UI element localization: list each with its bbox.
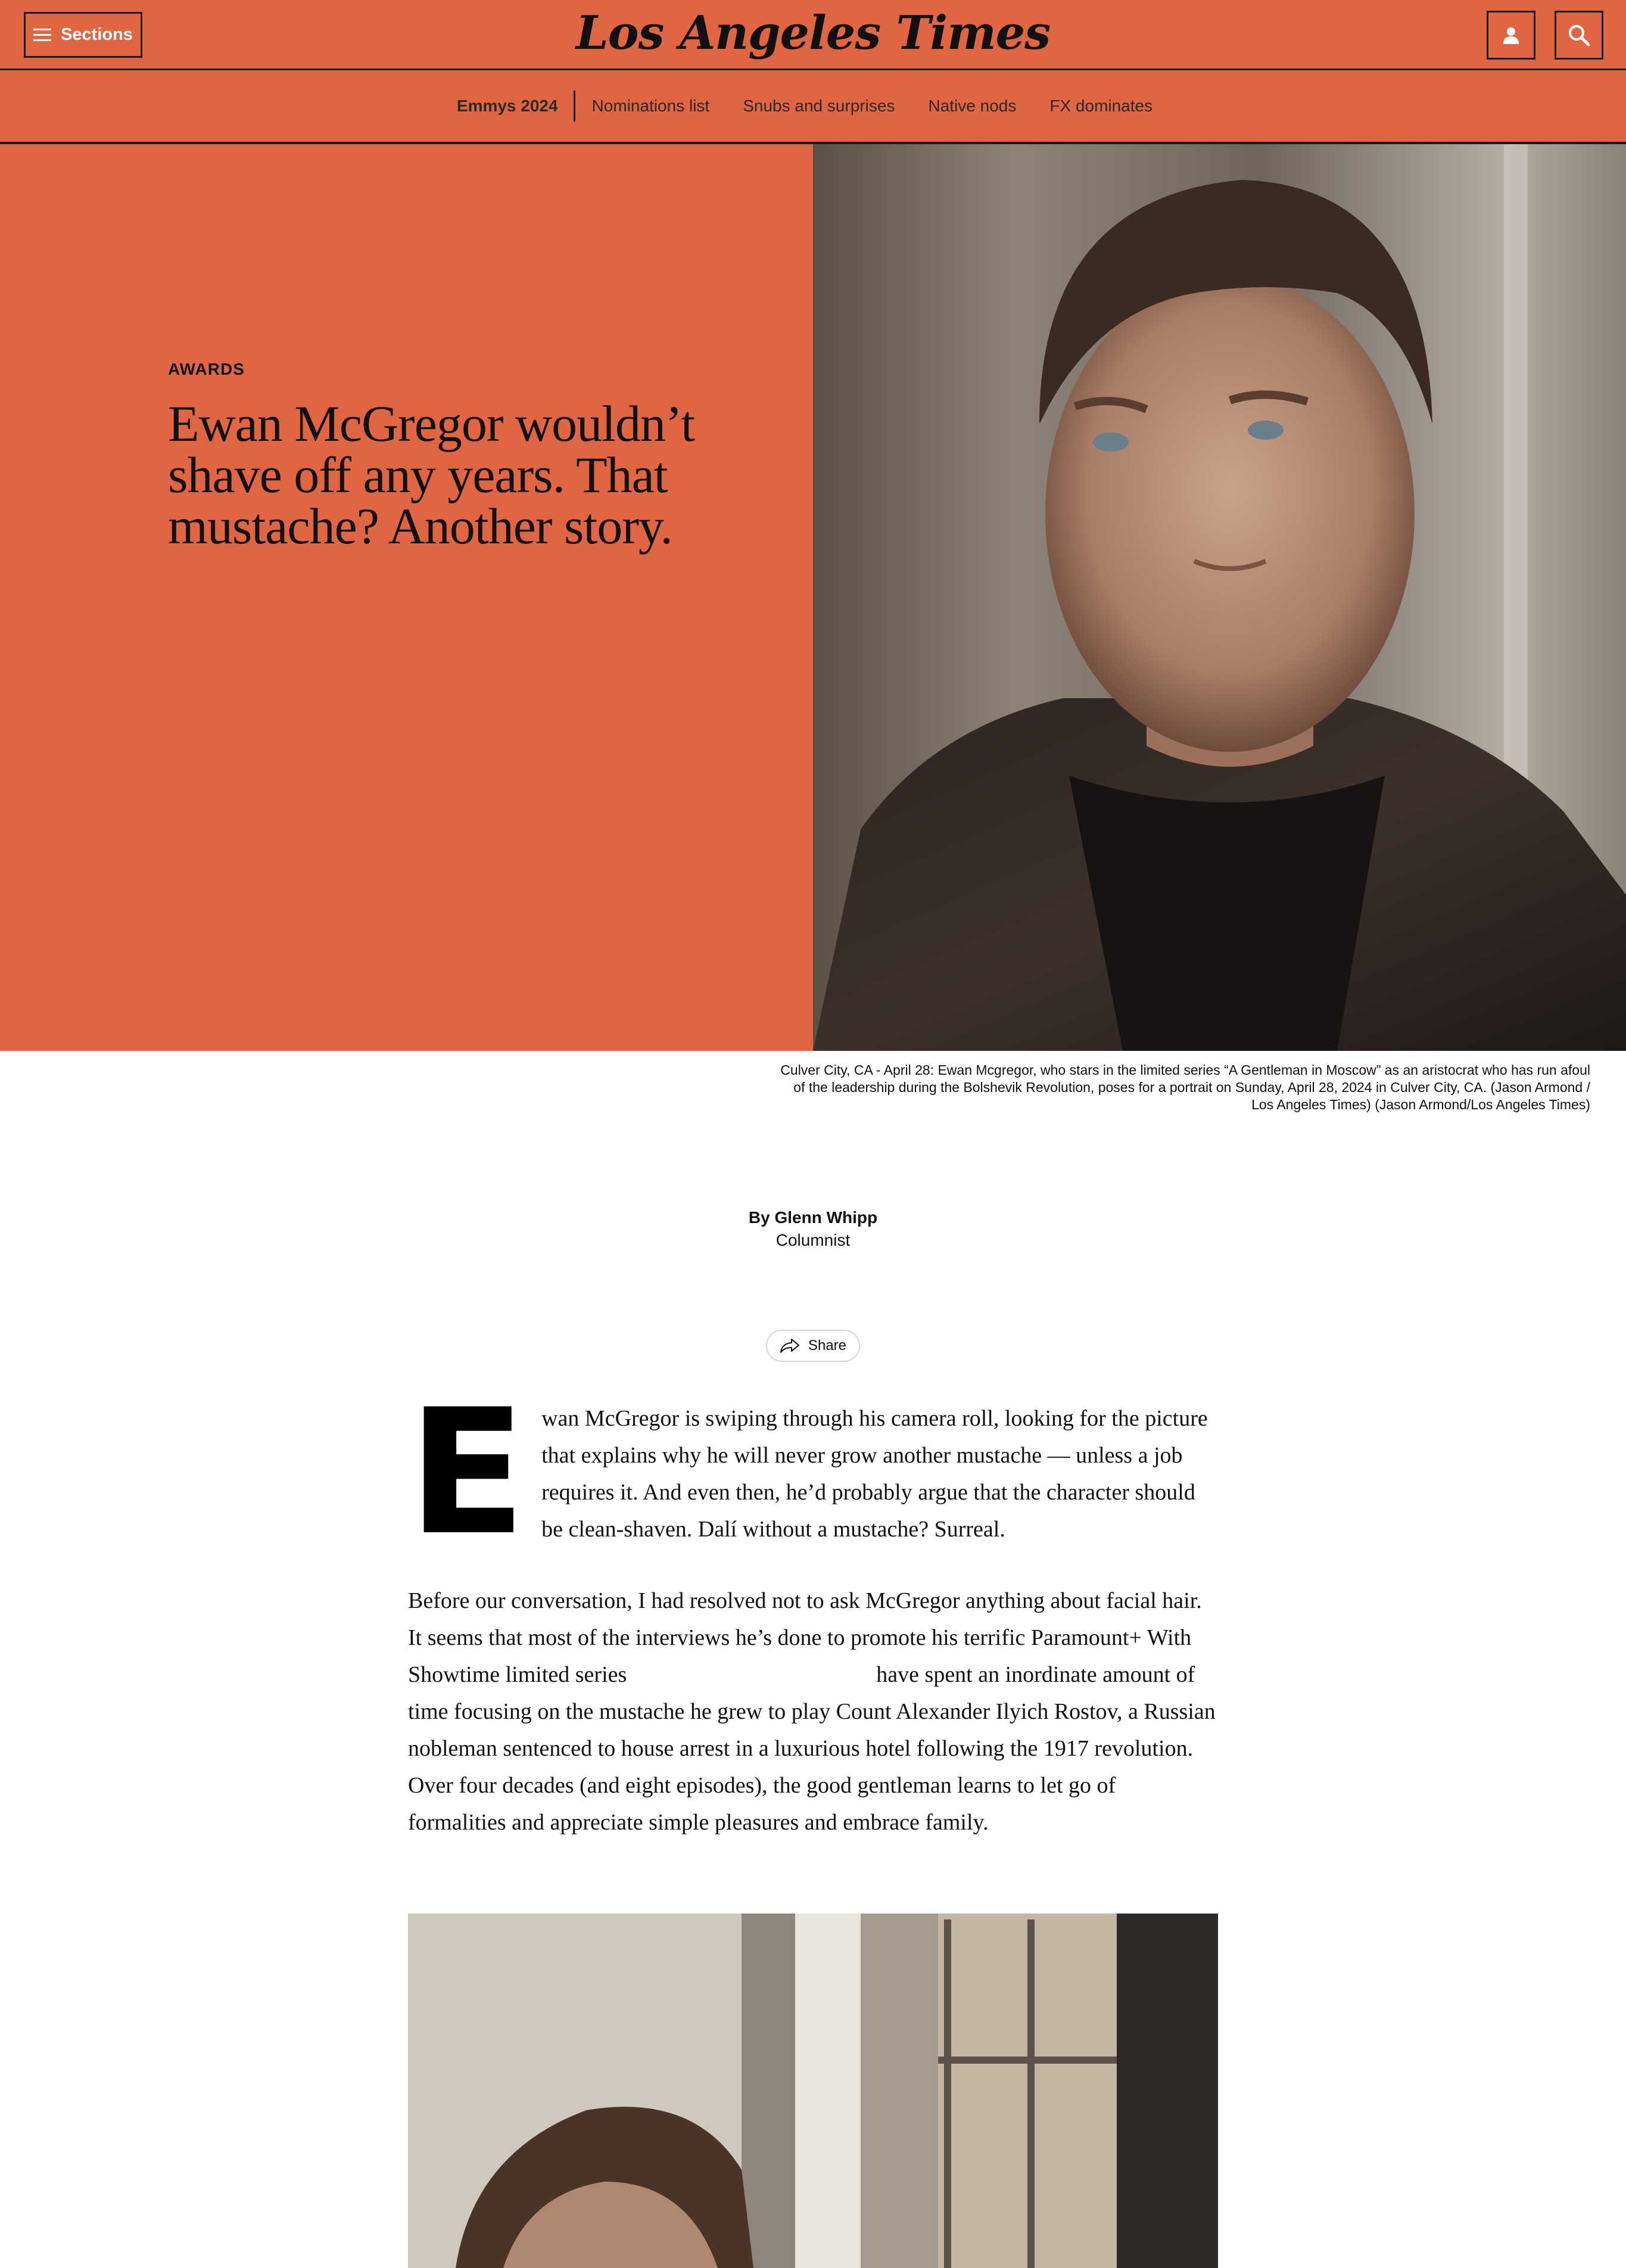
subnav-link-snubs[interactable]: Snubs and surprises <box>743 97 895 115</box>
drop-cap: E <box>408 1373 527 1573</box>
subnav-link-nominations[interactable]: Nominations list <box>591 97 710 115</box>
share-label: Share <box>808 1337 847 1354</box>
author-name[interactable]: By Glenn Whipp <box>748 1208 878 1227</box>
subnav-link-fx[interactable]: FX dominates <box>1049 97 1153 115</box>
paragraph-2-start: Before our conversation, I had resolved not to ask McGregor anything about facial hair. It seems that most of the interviews he’s done to promote his terrific Paramount+ With Showtime limited series <box>408 1588 1202 1687</box>
author-role: Columnist <box>775 1231 851 1249</box>
hero-photo-caption: Culver City, CA - April 28: Ewan Mcgregor, who stars in the limited series “A Gentleman in Moscow” as an aristocrat who has run afoul of the leadership during the Bolshevik Revolution, poses for a portrait on Sunday, April 28, 2024 in Culver City, CA. (Jason Armond / Los Angeles Times) (Jason Armond/Los Angeles Times) <box>780 1062 1590 1112</box>
byline <box>0 1208 1626 1250</box>
account-button[interactable] <box>1487 11 1535 60</box>
article-paragraph-1: wan McGregor is swiping through his camera roll, looking for the picture that explains why he will never grow another mustache — unless a job requires it. And even then, he’d probably argue that the character should be clean-shaven. Dalí without a mustache? Surreal. <box>541 1406 1208 1542</box>
share-arrow-icon <box>780 1338 800 1354</box>
article-body <box>408 1373 1218 1841</box>
article-headline: Ewan McGregor wouldn’t shave off any years. That mustache? Another story. <box>168 395 694 555</box>
section-kicker[interactable]: AWARDS <box>168 360 245 378</box>
site-logo[interactable]: Los Angeles Times <box>575 6 1051 60</box>
paragraph-2-end: have spent an inordinate amount of time focusing on the mustache he grew to play Count Alexander Ilyich Rostov, a Russian nobleman sentenced to house arrest in a luxurious hotel following the 1917 revolution. Over four decades (and eight episodes), the good gentleman learns to let go of formalities and appreciate simple pleasures and embrace family. <box>408 1662 1216 1835</box>
article-inline-photo <box>408 1914 1218 2268</box>
subnav-title[interactable]: Emmys 2024 <box>457 91 575 122</box>
share-button[interactable] <box>766 1330 860 1362</box>
top-bar <box>0 0 1626 70</box>
subnav-link-native-nods[interactable]: Native nods <box>928 97 1017 115</box>
search-button[interactable] <box>1555 11 1603 60</box>
sections-label: Sections <box>61 25 133 44</box>
hero-portrait-photo <box>813 144 1626 1051</box>
user-icon <box>1501 25 1521 45</box>
search-icon <box>1567 23 1591 47</box>
hero-panel <box>0 144 813 1051</box>
section-subnav <box>0 70 1626 144</box>
article-paragraph-2 <box>408 1582 1218 1841</box>
